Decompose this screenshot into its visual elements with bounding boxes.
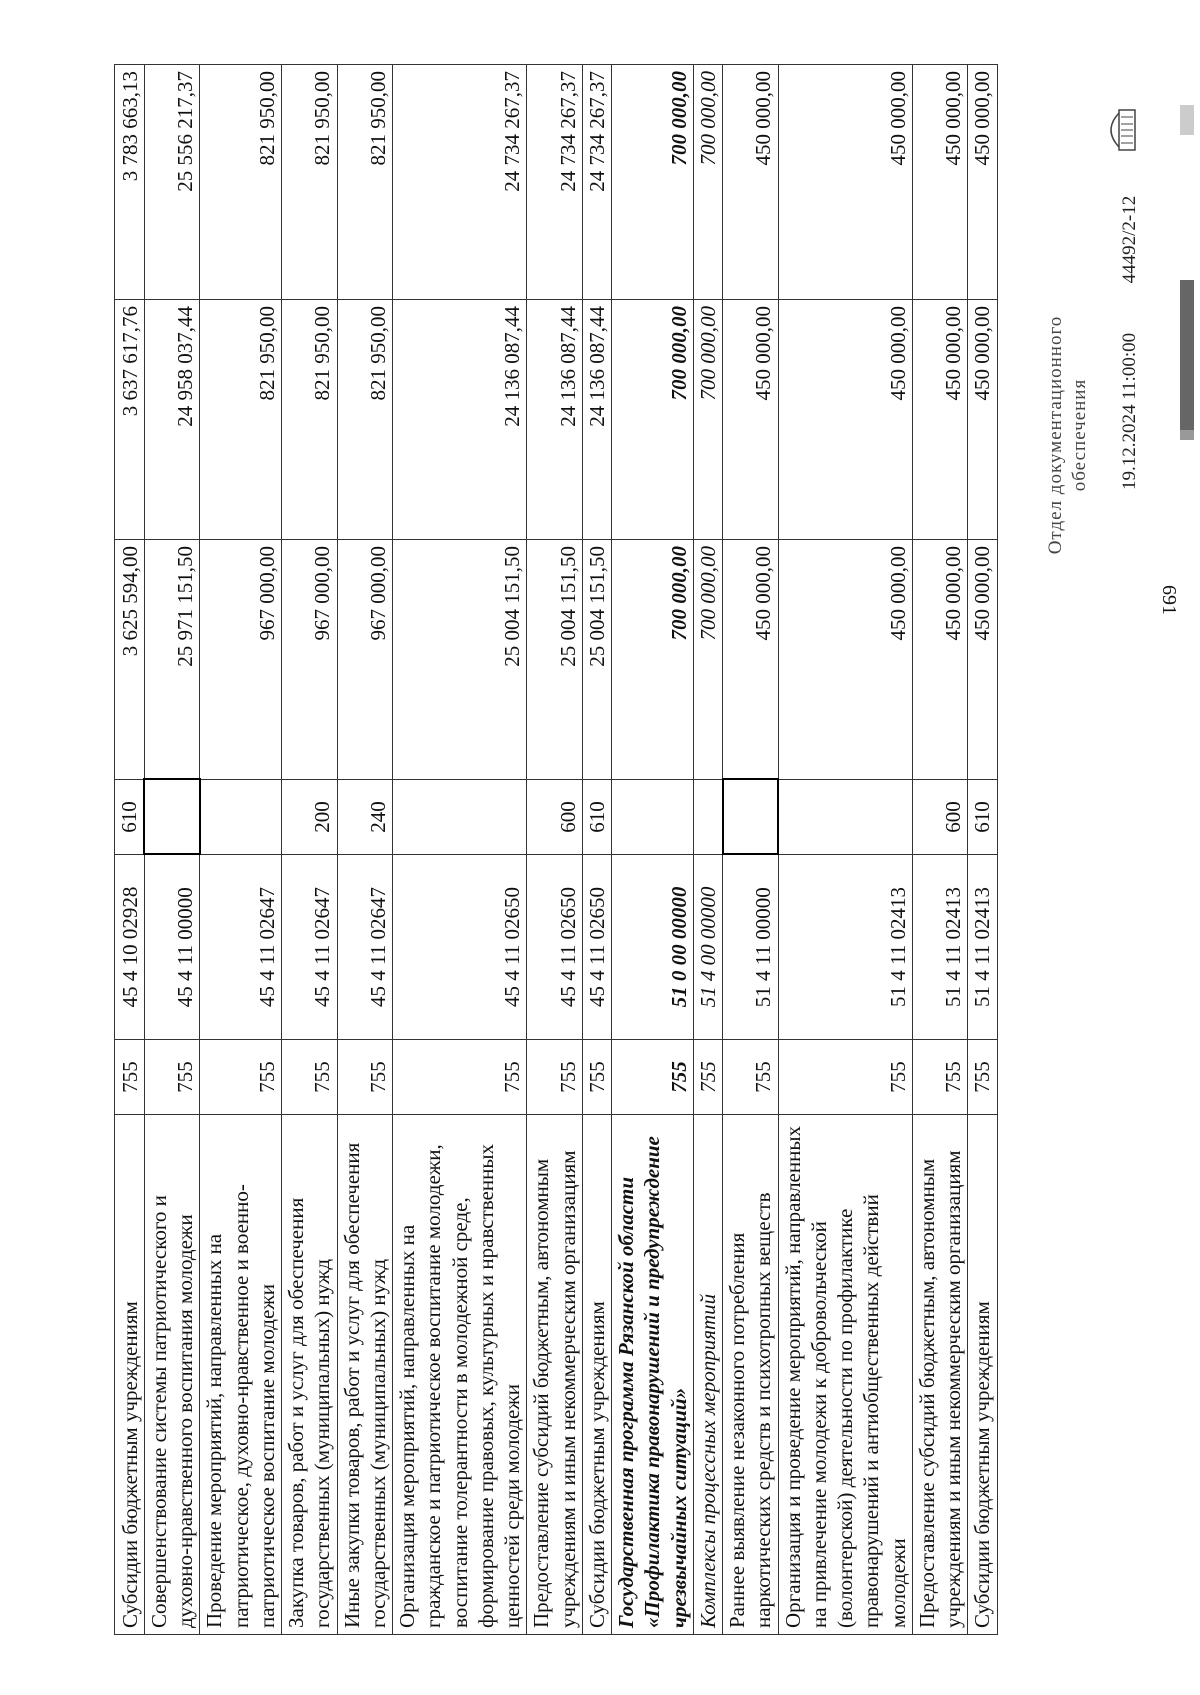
row-name: Раннее выявление незаконного потребления наркотических средств и психотропных веществ: [723, 1115, 779, 1635]
row-name: Государственная программа Рязанской области «Профилактика правонарушений и предупреждение чрезвычайных ситуаций»: [612, 1115, 694, 1635]
row-amount-y2: 450 000,00: [778, 300, 912, 540]
row-amount-y3: 821 950,00: [282, 65, 338, 300]
row-name: Организация мероприятий, направленных на гражданское и патриотическое воспитание молодежи, воспитание толерантности в молодежной среде, формирование правовых, культурных и нравственных ценностей среди молодежи: [393, 1115, 527, 1635]
row-csr: 45 4 10 02928: [115, 855, 145, 1040]
row-vr: 200: [282, 780, 338, 855]
row-vr: 610: [115, 780, 145, 855]
scan-mark: [1180, 105, 1194, 135]
rotated-content: [114, 65, 1140, 1635]
row-amount-y1: 25 004 151,50: [582, 540, 611, 780]
row-name: Предоставление субсидий бюджетным, автономным учреждениям и иным некоммерческим организациям: [527, 1115, 583, 1635]
row-vr: 600: [527, 780, 583, 855]
coat-of-arms-icon: [1099, 105, 1139, 155]
row-ved: 755: [527, 1040, 583, 1115]
row-amount-y2: 700 000,00: [612, 300, 694, 540]
row-vr: [693, 780, 722, 855]
row-amount-y1: 25 004 151,50: [393, 540, 527, 780]
row-ved: 755: [912, 1040, 968, 1115]
row-amount-y1: 25 971 151,50: [144, 540, 200, 780]
row-ved: 755: [115, 1040, 145, 1115]
row-ved: 755: [393, 1040, 527, 1115]
row-amount-y2: 450 000,00: [912, 300, 968, 540]
row-amount-y2: 821 950,00: [282, 300, 338, 540]
department-stamp: [1044, 285, 1092, 585]
page-number: 691: [1158, 585, 1180, 615]
row-ved: 755: [778, 1040, 912, 1115]
row-csr: 45 4 11 02650: [527, 855, 583, 1040]
row-amount-y2: 821 950,00: [200, 300, 282, 540]
footer-date: 19.12.2024 11:00:00: [1119, 332, 1140, 490]
table-row: [912, 65, 968, 1635]
row-csr: 51 4 11 02413: [912, 855, 968, 1040]
table-row: [144, 65, 200, 1635]
row-amount-y3: 24 734 267,37: [582, 65, 611, 300]
scan-mark: [1180, 280, 1194, 430]
budget-table: [114, 64, 998, 1635]
row-amount-y3: 25 556 217,37: [144, 65, 200, 300]
row-vr: [723, 780, 779, 855]
row-amount-y1: 25 004 151,50: [527, 540, 583, 780]
row-amount-y3: 450 000,00: [723, 65, 779, 300]
stamp-line-1: Отдел документационного: [1045, 315, 1066, 555]
row-name: Субсидии бюджетным учреждениям: [582, 1115, 611, 1635]
row-csr: 45 4 11 02647: [200, 855, 282, 1040]
table-row: [115, 65, 145, 1635]
row-name: Комплексы процессных мероприятий: [693, 1115, 722, 1635]
row-vr: [393, 780, 527, 855]
row-csr: 51 4 11 00000: [723, 855, 779, 1040]
row-ved: 755: [693, 1040, 722, 1115]
row-amount-y1: 700 000,00: [693, 540, 722, 780]
row-ved: 755: [337, 1040, 393, 1115]
row-amount-y3: 450 000,00: [912, 65, 968, 300]
table-row: [968, 65, 997, 1635]
row-vr: [612, 780, 694, 855]
row-csr: 45 4 11 02647: [337, 855, 393, 1040]
scan-mark: [1180, 430, 1194, 440]
row-ved: 755: [723, 1040, 779, 1115]
footer-code: 44492/2-12: [1119, 195, 1140, 284]
row-vr: 240: [337, 780, 393, 855]
row-csr: 51 4 11 02413: [968, 855, 997, 1040]
row-ved: 755: [612, 1040, 694, 1115]
row-ved: 755: [968, 1040, 997, 1115]
table-row: [527, 65, 583, 1635]
row-name: Иные закупки товаров, работ и услуг для обеспечения государственных (муниципальных) нужд: [337, 1115, 393, 1635]
table-row: [282, 65, 338, 1635]
table-row: [582, 65, 611, 1635]
row-name: Закупка товаров, работ и услуг для обеспечения государственных (муниципальных) нужд: [282, 1115, 338, 1635]
row-vr: [144, 780, 200, 855]
row-ved: 755: [282, 1040, 338, 1115]
row-amount-y2: 3 637 617,76: [115, 300, 145, 540]
row-amount-y2: 700 000,00: [693, 300, 722, 540]
row-amount-y2: 450 000,00: [723, 300, 779, 540]
table-row: [778, 65, 912, 1635]
row-amount-y2: 24 136 087,44: [393, 300, 527, 540]
row-amount-y3: 24 734 267,37: [393, 65, 527, 300]
row-amount-y1: 450 000,00: [778, 540, 912, 780]
row-amount-y1: 967 000,00: [337, 540, 393, 780]
row-amount-y3: 24 734 267,37: [527, 65, 583, 300]
row-name: Субсидии бюджетным учреждениям: [968, 1115, 997, 1635]
stamp-line-2: обеспечения: [1068, 378, 1090, 492]
row-vr: 610: [582, 780, 611, 855]
row-amount-y1: 450 000,00: [723, 540, 779, 780]
row-amount-y1: 450 000,00: [912, 540, 968, 780]
row-vr: [778, 780, 912, 855]
row-name: Субсидии бюджетным учреждениям: [115, 1115, 145, 1635]
row-name: Организация и проведение мероприятий, направленных на привлечение молодежи к добровольческой (волонтерской) деятельности по профилактике правонарушений и антиобщественных действий молодежи: [778, 1115, 912, 1635]
row-ved: 755: [200, 1040, 282, 1115]
table-body: [115, 65, 998, 1635]
row-csr: 45 4 11 02650: [582, 855, 611, 1040]
row-csr: 51 4 11 02413: [778, 855, 912, 1040]
row-csr: 45 4 11 02647: [282, 855, 338, 1040]
row-amount-y1: 967 000,00: [282, 540, 338, 780]
row-vr: [200, 780, 282, 855]
row-csr: 45 4 11 02650: [393, 855, 527, 1040]
row-amount-y1: 3 625 594,00: [115, 540, 145, 780]
row-amount-y2: 450 000,00: [968, 300, 997, 540]
row-vr: 610: [968, 780, 997, 855]
row-amount-y1: 700 000,00: [612, 540, 694, 780]
row-amount-y3: 450 000,00: [778, 65, 912, 300]
row-name: Предоставление субсидий бюджетным, автономным учреждениям и иным некоммерческим организациям: [912, 1115, 968, 1635]
row-name: Проведение мероприятий, направленных на патриотическое, духовно-нравственное и военно-патриотическое воспитание молодежи: [200, 1115, 282, 1635]
row-amount-y2: 24 136 087,44: [582, 300, 611, 540]
table-row: [612, 65, 694, 1635]
row-amount-y2: 24 136 087,44: [527, 300, 583, 540]
row-amount-y3: 700 000,00: [612, 65, 694, 300]
row-csr: 51 4 00 00000: [693, 855, 722, 1040]
row-csr: 51 0 00 00000: [612, 855, 694, 1040]
row-amount-y1: 967 000,00: [200, 540, 282, 780]
table-row: [393, 65, 527, 1635]
table-row: [693, 65, 722, 1635]
row-amount-y2: 821 950,00: [337, 300, 393, 540]
row-ved: 755: [144, 1040, 200, 1115]
table-row: [200, 65, 282, 1635]
row-amount-y3: 821 950,00: [200, 65, 282, 300]
table-row: [723, 65, 779, 1635]
row-vr: 600: [912, 780, 968, 855]
table-row: [337, 65, 393, 1635]
row-amount-y3: 821 950,00: [337, 65, 393, 300]
row-ved: 755: [582, 1040, 611, 1115]
row-amount-y3: 3 783 663,13: [115, 65, 145, 300]
row-amount-y3: 450 000,00: [968, 65, 997, 300]
row-amount-y3: 700 000,00: [693, 65, 722, 300]
row-csr: 45 4 11 00000: [144, 855, 200, 1040]
row-name: Совершенствование системы патриотического и духовно-нравственного воспитания молодежи: [144, 1115, 200, 1635]
row-amount-y2: 24 958 037,44: [144, 300, 200, 540]
row-amount-y1: 450 000,00: [968, 540, 997, 780]
